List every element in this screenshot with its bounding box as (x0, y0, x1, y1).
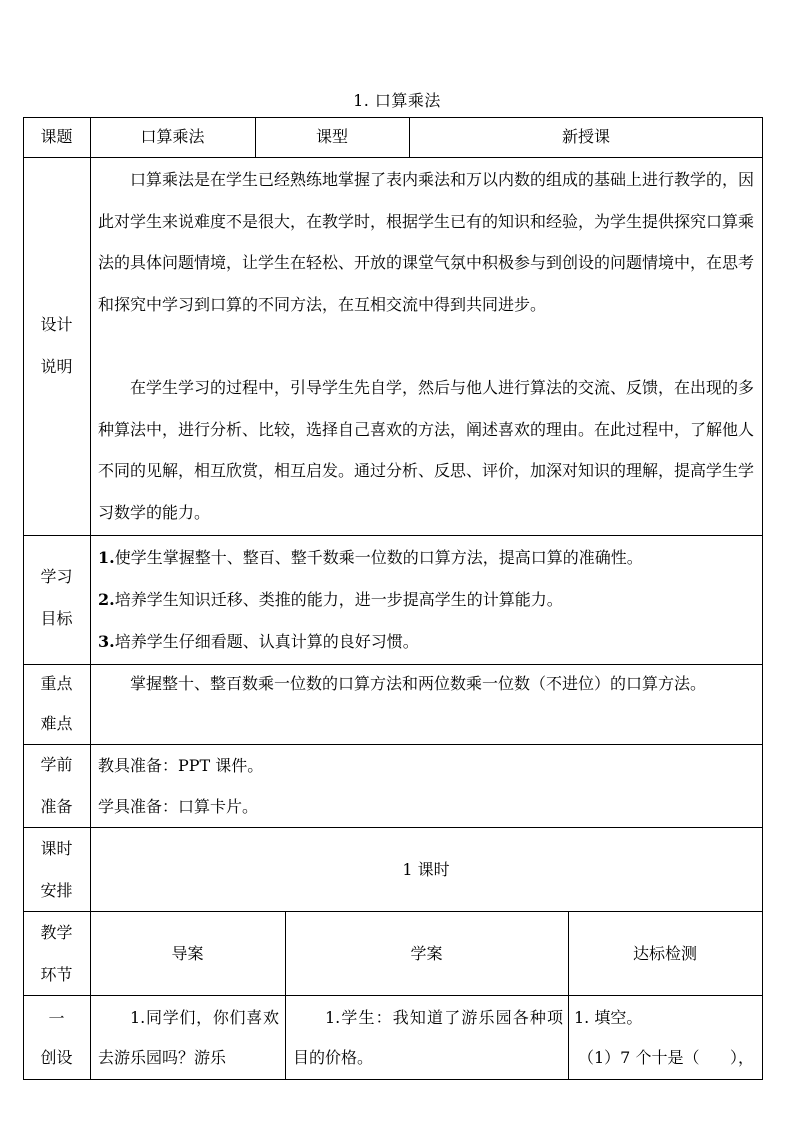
prep-label-line1: 学前 (40, 755, 73, 774)
topic-value: 口算乘法 (140, 127, 205, 146)
guide-cell-text: 1.同学们，你们喜欢去游乐园吗？游乐 (98, 1008, 279, 1067)
design-label-line2: 说明 (40, 357, 73, 376)
row-divider (23, 535, 763, 536)
design-paragraph-2: 在学生学习的过程中，引导学生先自学，然后与他人进行算法的交流、反馈，在出现的多种算法中，进行分析、比较，选择自己喜欢的方法，阐述喜欢的理由。在此过程中，了解他人不同的见解，相互欣赏，相互启发。通过分析、反思、评价，加深对知识的理解，提高学生学习数学的能力。 (98, 378, 755, 523)
type-label: 课型 (315, 127, 348, 146)
prep-label-line2: 准备 (40, 797, 73, 816)
row-divider (23, 157, 763, 158)
document-title: 1. 口算乘法 (353, 91, 441, 110)
type-value: 新授课 (561, 127, 610, 146)
student-materials: 学具准备：口算卡片。 (98, 797, 259, 816)
stage-label-line1: 教学 (40, 923, 73, 942)
stage-label-line2: 环节 (40, 965, 73, 984)
check-instruction: 1. 填空。 (574, 1008, 643, 1027)
schedule-label-line2: 安排 (40, 881, 73, 900)
row-divider (23, 995, 763, 996)
check-cell (574, 998, 760, 1078)
study-column-header: 学案 (410, 944, 443, 963)
key-label-line1: 重点 (40, 674, 73, 693)
goal-item: 2.培养学生知识迁移、类推的能力，进一步提高学生的计算能力。 (98, 590, 563, 609)
design-paragraph-1: 口算乘法是在学生已经熟练地掌握了表内乘法和万以内数的组成的基础上进行教学的，因此对学生来说难度不是很大，在教学时，根据学生已有的知识和经验，为学生提供探究口算乘法的具体问题情境，让学生在轻松、开放的课堂气氛中积极参与到创设的问题情境中，在思考和探究中学习到口算的不同方法，在互相交流中得到共同进步。 (98, 170, 755, 315)
check-question: （1）7 个十是（ ）， (578, 1048, 754, 1067)
goals-list (98, 537, 758, 663)
goals-label-line1: 学习 (40, 567, 73, 586)
stage-row-name: 创设 (40, 1048, 73, 1067)
goal-item: 3.培养学生仔细看题、认真计算的良好习惯。 (98, 632, 419, 651)
goal-item: 1.使学生掌握整十、整百、整千数乘一位数的口算方法，提高口算的准确性。 (98, 548, 643, 567)
guide-column-header: 导案 (171, 944, 204, 963)
key-points-text: 掌握整十、整百数乘一位数的口算方法和两位数乘一位数（不进位）的口算方法。 (130, 674, 707, 693)
goals-label-line2: 目标 (40, 609, 73, 628)
table-border-bottom (23, 1079, 763, 1080)
study-cell-text: 1.学生：我知道了游乐园各种项目的价格。 (293, 1008, 563, 1067)
check-column-header: 达标检测 (632, 944, 697, 963)
teacher-materials: 教具准备：PPT 课件。 (98, 756, 264, 775)
prep-text (98, 745, 754, 827)
schedule-value: 1 课时 (402, 860, 450, 879)
topic-label: 课题 (40, 127, 73, 146)
key-label-line2: 难点 (40, 714, 73, 733)
lesson-plan-table (23, 117, 763, 1080)
schedule-label-line1: 课时 (40, 839, 73, 858)
design-label-line1: 设计 (40, 315, 73, 334)
stage-row-number: 一 (48, 1009, 65, 1028)
table-border-right (762, 117, 763, 1080)
